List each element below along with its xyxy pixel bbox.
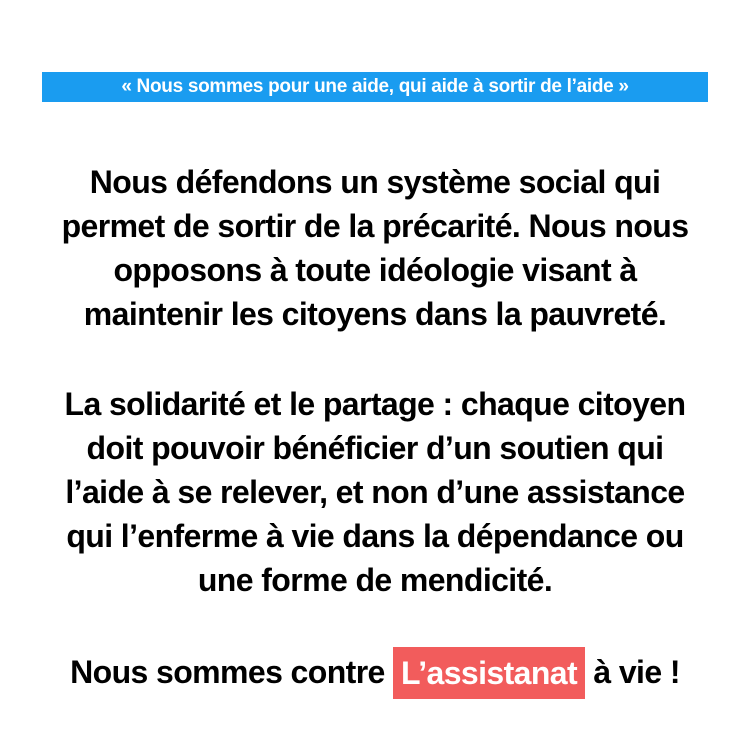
paragraph-line: opposons à toute idéologie visant à (113, 252, 637, 288)
closing-statement (30, 650, 720, 699)
paragraph-line: permet de sortir de la précarité. Nous nous (61, 208, 689, 244)
paragraph-solidarity (30, 382, 720, 602)
paragraph-line: une forme de mendicité. (197, 562, 553, 598)
paragraph-line: qui l’enferme à vie dans la dépendance ou (66, 518, 684, 554)
paragraph-social-system (30, 160, 720, 336)
quote-banner-text: « Nous sommes pour une aide, qui aide à sortir de l’aide » (121, 76, 629, 97)
paragraph-line: La solidarité et le partage : chaque citoyen (64, 386, 686, 422)
quote-banner (42, 72, 708, 102)
paragraph-line: l’aide à se relever, et non d’une assistance (65, 474, 685, 510)
paragraph-line: Nous défendons un système social qui (89, 164, 661, 200)
closing-text-after: à vie ! (585, 654, 680, 690)
highlighted-word: L’assistanat (393, 647, 585, 699)
paragraph-line: maintenir les citoyens dans la pauvreté. (83, 296, 667, 332)
closing-text-before: Nous sommes contre (70, 654, 394, 690)
paragraph-line: doit pouvoir bénéficier d’un soutien qui (86, 430, 664, 466)
